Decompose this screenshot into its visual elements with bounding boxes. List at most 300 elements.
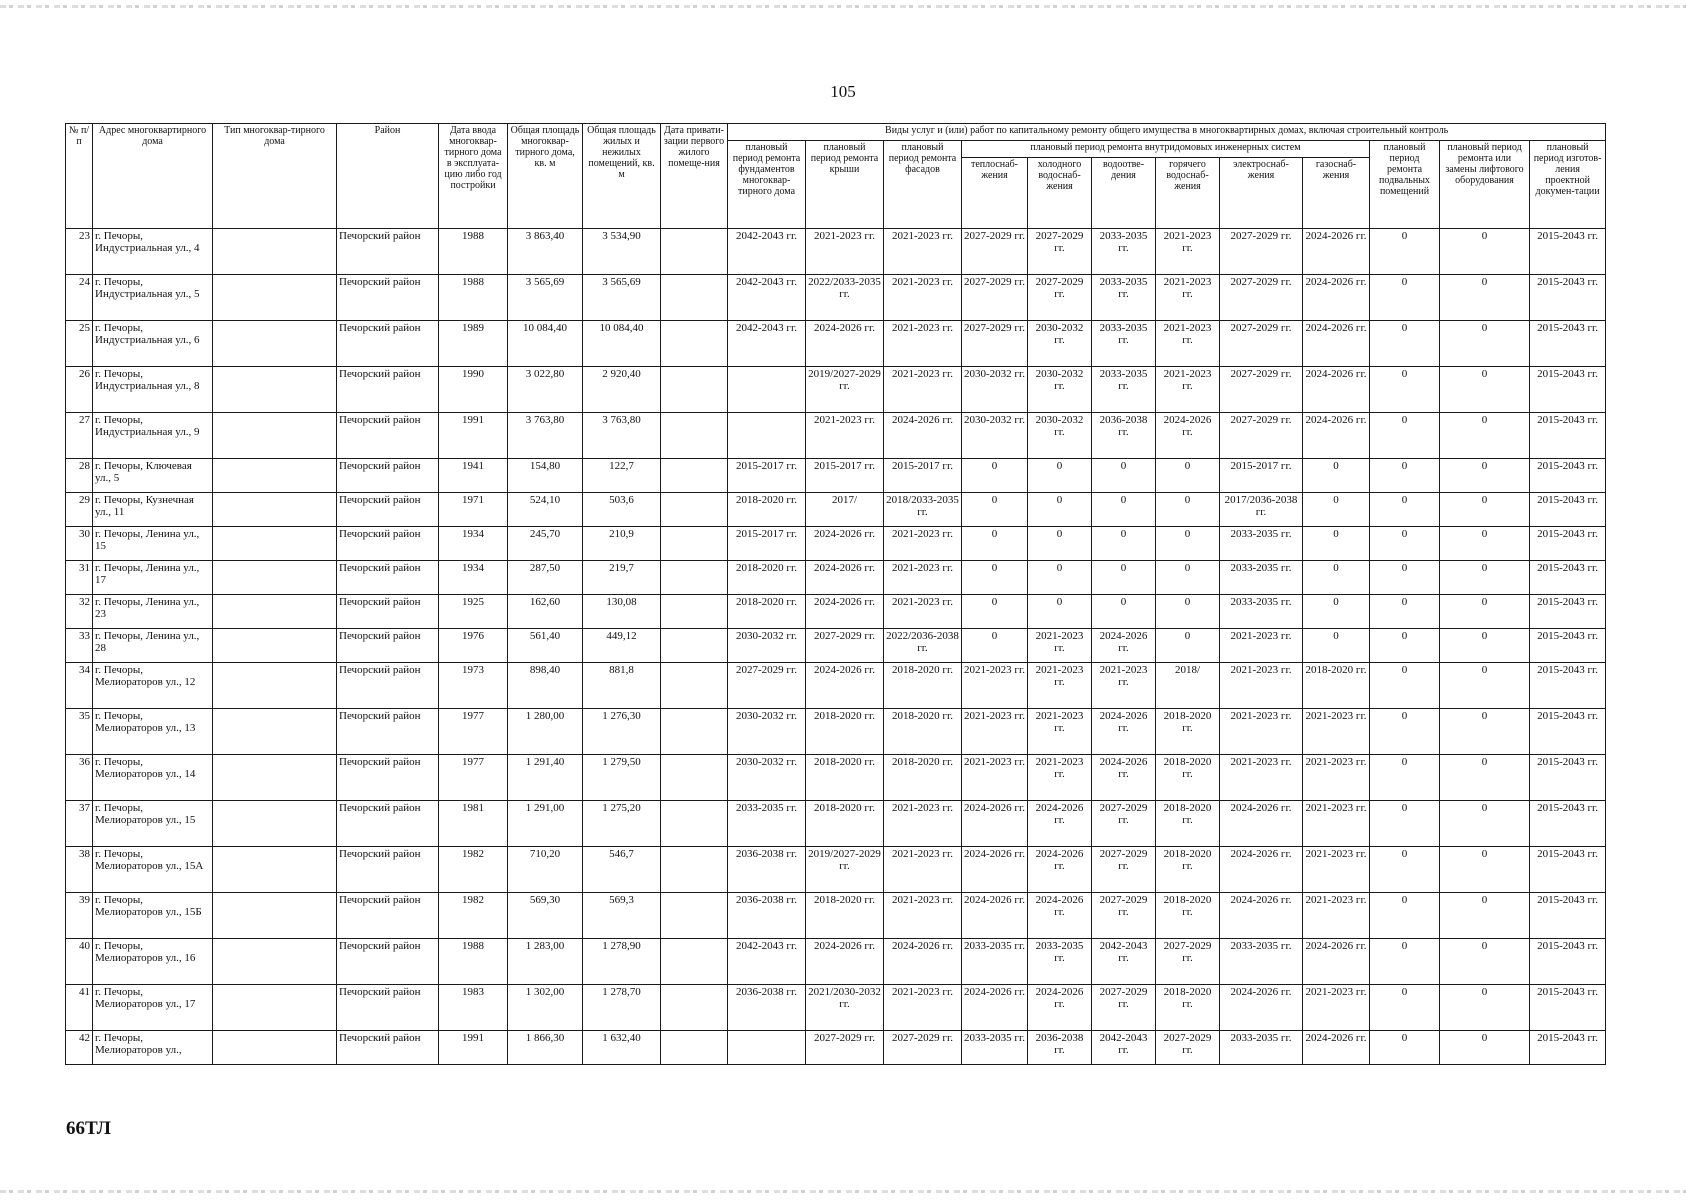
cell-living-area: 1 279,50 [583,755,661,801]
cell-hot-water: 2018-2020 гг. [1156,801,1220,847]
cell-facade: 2024-2026 гг. [884,939,962,985]
cell-commission-year: 1981 [439,801,508,847]
cell-elevator: 0 [1440,755,1530,801]
cell-basement: 0 [1370,229,1440,275]
cell-roof: 2024-2026 гг. [806,939,884,985]
cell-building-type [213,367,337,413]
cell-foundation: 2015-2017 гг. [728,527,806,561]
header-design-docs: плановый период изготов-ления проектной докумен-тации [1530,141,1606,229]
cell-building-type [213,755,337,801]
cell-elevator: 0 [1440,801,1530,847]
cell-cold-water: 2021-2023 гг. [1028,663,1092,709]
cell-address: г. Печоры, Мелиораторов ул., 17 [93,985,213,1031]
cell-heat-supply: 0 [962,561,1028,595]
cell-address: г. Печоры, Ленина ул., 28 [93,629,213,663]
cell-hot-water: 0 [1156,459,1220,493]
cell-cold-water: 2030-2032 гг. [1028,367,1092,413]
cell-total-area: 162,60 [508,595,583,629]
cell-hot-water: 2018-2020 гг. [1156,847,1220,893]
cell-design-docs: 2015-2043 гг. [1530,321,1606,367]
cell-living-area: 503,6 [583,493,661,527]
cell-design-docs: 2015-2043 гг. [1530,755,1606,801]
cell-heat-supply: 0 [962,595,1028,629]
cell-district: Печорский район [337,459,439,493]
cell-design-docs: 2015-2043 гг. [1530,1031,1606,1065]
cell-basement: 0 [1370,893,1440,939]
cell-commission-year: 1977 [439,709,508,755]
cell-roof: 2027-2029 гг. [806,629,884,663]
cell-address: г. Печоры, Мелиораторов ул., 12 [93,663,213,709]
cell-building-type [213,527,337,561]
cell-roof: 2017/ [806,493,884,527]
cell-design-docs: 2015-2043 гг. [1530,275,1606,321]
cell-building-type [213,1031,337,1065]
cell-facade: 2021-2023 гг. [884,229,962,275]
cell-hot-water: 2018-2020 гг. [1156,893,1220,939]
cell-drainage: 0 [1092,561,1156,595]
cell-building-type [213,275,337,321]
cell-address: г. Печоры, Индустриальная ул., 9 [93,413,213,459]
cell-elevator: 0 [1440,413,1530,459]
cell-privatization-date [661,321,728,367]
cell-gas-supply: 2021-2023 гг. [1303,755,1370,801]
cell-electric-supply: 2027-2029 гг. [1220,367,1303,413]
cell-privatization-date [661,459,728,493]
cell-address: г. Печоры, Ленина ул., 23 [93,595,213,629]
cell-number: 24 [66,275,93,321]
cell-privatization-date [661,413,728,459]
cell-design-docs: 2015-2043 гг. [1530,595,1606,629]
cell-privatization-date [661,275,728,321]
cell-foundation: 2030-2032 гг. [728,709,806,755]
cell-cold-water: 2030-2032 гг. [1028,413,1092,459]
cell-gas-supply: 2024-2026 гг. [1303,229,1370,275]
cell-hot-water: 0 [1156,527,1220,561]
cell-cold-water: 2027-2029 гг. [1028,275,1092,321]
cell-building-type [213,321,337,367]
cell-living-area: 1 276,30 [583,709,661,755]
cell-building-type [213,893,337,939]
cell-living-area: 130,08 [583,595,661,629]
cell-district: Печорский район [337,275,439,321]
cell-roof: 2019/2027-2029 гг. [806,367,884,413]
cell-roof: 2024-2026 гг. [806,527,884,561]
cell-elevator: 0 [1440,561,1530,595]
cell-building-type [213,985,337,1031]
cell-living-area: 2 920,40 [583,367,661,413]
cell-roof: 2024-2026 гг. [806,561,884,595]
cell-heat-supply: 2021-2023 гг. [962,755,1028,801]
cell-number: 40 [66,939,93,985]
cell-elevator: 0 [1440,663,1530,709]
cell-living-area: 1 278,70 [583,985,661,1031]
cell-basement: 0 [1370,321,1440,367]
cell-hot-water: 2018-2020 гг. [1156,985,1220,1031]
cell-design-docs: 2015-2043 гг. [1530,527,1606,561]
cell-electric-supply: 2033-2035 гг. [1220,939,1303,985]
cell-living-area: 1 275,20 [583,801,661,847]
cell-electric-supply: 2021-2023 гг. [1220,709,1303,755]
cell-heat-supply: 0 [962,493,1028,527]
cell-number: 39 [66,893,93,939]
cell-elevator: 0 [1440,629,1530,663]
cell-cold-water: 2021-2023 гг. [1028,755,1092,801]
cell-total-area: 245,70 [508,527,583,561]
cell-living-area: 219,7 [583,561,661,595]
cell-hot-water: 0 [1156,493,1220,527]
cell-total-area: 1 291,40 [508,755,583,801]
cell-facade: 2022/2036-2038 гг. [884,629,962,663]
cell-facade: 2021-2023 гг. [884,321,962,367]
cell-privatization-date [661,595,728,629]
cell-number: 33 [66,629,93,663]
cell-drainage: 2042-2043 гг. [1092,939,1156,985]
cell-basement: 0 [1370,1031,1440,1065]
cell-privatization-date [661,939,728,985]
cell-district: Печорский район [337,367,439,413]
cell-roof: 2022/2033-2035 гг. [806,275,884,321]
cell-commission-year: 1973 [439,663,508,709]
cell-foundation [728,1031,806,1065]
cell-foundation: 2018-2020 гг. [728,493,806,527]
cell-address: г. Печоры, Мелиораторов ул., [93,1031,213,1065]
cell-facade: 2021-2023 гг. [884,367,962,413]
cell-heat-supply: 2030-2032 гг. [962,367,1028,413]
cell-roof: 2024-2026 гг. [806,663,884,709]
cell-drainage: 2027-2029 гг. [1092,801,1156,847]
cell-hot-water: 2027-2029 гг. [1156,939,1220,985]
cell-commission-year: 1989 [439,321,508,367]
cell-gas-supply: 0 [1303,561,1370,595]
cell-number: 26 [66,367,93,413]
cell-privatization-date [661,629,728,663]
header-heat-supply: теплоснаб-жения [962,158,1028,229]
cell-total-area: 3 022,80 [508,367,583,413]
cell-gas-supply: 2024-2026 гг. [1303,1031,1370,1065]
scan-edge-bottom [0,1190,1686,1193]
cell-commission-year: 1941 [439,459,508,493]
cell-drainage: 2042-2043 гг. [1092,1031,1156,1065]
cell-electric-supply: 2033-2035 гг. [1220,527,1303,561]
cell-privatization-date [661,527,728,561]
cell-number: 35 [66,709,93,755]
cell-number: 41 [66,985,93,1031]
cell-foundation: 2036-2038 гг. [728,985,806,1031]
header-commission-year: Дата ввода многоквар-тирного дома в эксплуата-цию либо год постройки [439,124,508,229]
cell-building-type [213,801,337,847]
cell-drainage: 2033-2035 гг. [1092,229,1156,275]
cell-heat-supply: 2024-2026 гг. [962,801,1028,847]
cell-facade: 2021-2023 гг. [884,275,962,321]
cell-number: 27 [66,413,93,459]
cell-electric-supply: 2033-2035 гг. [1220,595,1303,629]
cell-commission-year: 1990 [439,367,508,413]
scan-edge-top [0,5,1686,8]
cell-elevator: 0 [1440,847,1530,893]
cell-heat-supply: 2024-2026 гг. [962,893,1028,939]
cell-privatization-date [661,663,728,709]
cell-living-area: 1 632,40 [583,1031,661,1065]
cell-heat-supply: 2024-2026 гг. [962,847,1028,893]
cell-building-type [213,595,337,629]
cell-address: г. Печоры, Мелиораторов ул., 15Б [93,893,213,939]
cell-total-area: 1 291,00 [508,801,583,847]
cell-building-type [213,493,337,527]
cell-cold-water: 2021-2023 гг. [1028,709,1092,755]
cell-heat-supply: 0 [962,459,1028,493]
cell-living-area: 546,7 [583,847,661,893]
cell-cold-water: 2024-2026 гг. [1028,847,1092,893]
cell-commission-year: 1982 [439,893,508,939]
cell-living-area: 122,7 [583,459,661,493]
table-row [66,847,1606,893]
cell-privatization-date [661,755,728,801]
cell-address: г. Печоры, Индустриальная ул., 5 [93,275,213,321]
cell-foundation: 2018-2020 гг. [728,595,806,629]
table-body [66,229,1606,1065]
cell-roof: 2024-2026 гг. [806,321,884,367]
header-drainage: водоотве-дения [1092,158,1156,229]
cell-district: Печорский район [337,801,439,847]
cell-basement: 0 [1370,595,1440,629]
cell-gas-supply: 2021-2023 гг. [1303,847,1370,893]
cell-facade: 2018-2020 гг. [884,663,962,709]
cell-design-docs: 2015-2043 гг. [1530,663,1606,709]
cell-privatization-date [661,229,728,275]
cell-drainage: 2033-2035 гг. [1092,321,1156,367]
cell-commission-year: 1971 [439,493,508,527]
cell-facade: 2021-2023 гг. [884,561,962,595]
cell-foundation [728,367,806,413]
cell-total-area: 524,10 [508,493,583,527]
cell-living-area: 449,12 [583,629,661,663]
cell-hot-water: 0 [1156,629,1220,663]
cell-total-area: 287,50 [508,561,583,595]
cell-electric-supply: 2024-2026 гг. [1220,847,1303,893]
cell-roof: 2018-2020 гг. [806,893,884,939]
cell-heat-supply: 2030-2032 гг. [962,413,1028,459]
cell-electric-supply: 2021-2023 гг. [1220,663,1303,709]
cell-electric-supply: 2024-2026 гг. [1220,985,1303,1031]
cell-facade: 2018-2020 гг. [884,755,962,801]
cell-address: г. Печоры, Ключевая ул., 5 [93,459,213,493]
cell-hot-water: 2024-2026 гг. [1156,413,1220,459]
cell-living-area: 1 278,90 [583,939,661,985]
cell-heat-supply: 0 [962,527,1028,561]
cell-commission-year: 1983 [439,985,508,1031]
cell-privatization-date [661,1031,728,1065]
cell-gas-supply: 2021-2023 гг. [1303,893,1370,939]
cell-commission-year: 1982 [439,847,508,893]
cell-facade: 2021-2023 гг. [884,893,962,939]
cell-number: 37 [66,801,93,847]
page-number: 105 [830,82,856,101]
cell-cold-water: 2024-2026 гг. [1028,985,1092,1031]
cell-heat-supply: 0 [962,629,1028,663]
cell-facade: 2021-2023 гг. [884,801,962,847]
cell-total-area: 3 763,80 [508,413,583,459]
cell-roof: 2027-2029 гг. [806,1031,884,1065]
cell-drainage: 2021-2023 гг. [1092,663,1156,709]
table-row [66,229,1606,275]
cell-total-area: 1 866,30 [508,1031,583,1065]
cell-total-area: 1 283,00 [508,939,583,985]
cell-design-docs: 2015-2043 гг. [1530,561,1606,595]
cell-foundation: 2033-2035 гг. [728,801,806,847]
cell-district: Печорский район [337,629,439,663]
cell-hot-water: 2018-2020 гг. [1156,709,1220,755]
header-hot-water: горячего водоснаб-жения [1156,158,1220,229]
cell-roof: 2018-2020 гг. [806,709,884,755]
cell-address: г. Печоры, Ленина ул., 17 [93,561,213,595]
cell-district: Печорский район [337,893,439,939]
cell-basement: 0 [1370,413,1440,459]
header-basement: плановый период ремонта подвальных помещений [1370,141,1440,229]
header-services-group: Виды услуг и (или) работ по капитальному ремонту общего имущества в многоквартирных домах, включая строительный контроль [728,124,1606,141]
cell-total-area: 3 565,69 [508,275,583,321]
cell-design-docs: 2015-2043 гг. [1530,629,1606,663]
cell-electric-supply: 2027-2029 гг. [1220,275,1303,321]
cell-elevator: 0 [1440,939,1530,985]
cell-privatization-date [661,893,728,939]
header-foundation: плановый период ремонта фундаментов многоквар-тирного дома [728,141,806,229]
cell-commission-year: 1991 [439,413,508,459]
cell-design-docs: 2015-2043 гг. [1530,847,1606,893]
cell-electric-supply: 2027-2029 гг. [1220,321,1303,367]
cell-address: г. Печоры, Мелиораторов ул., 15 [93,801,213,847]
cell-facade: 2021-2023 гг. [884,527,962,561]
cell-design-docs: 2015-2043 гг. [1530,985,1606,1031]
cell-drainage: 2027-2029 гг. [1092,893,1156,939]
cell-gas-supply: 0 [1303,629,1370,663]
cell-basement: 0 [1370,275,1440,321]
cell-total-area: 10 084,40 [508,321,583,367]
cell-electric-supply: 2024-2026 гг. [1220,801,1303,847]
cell-drainage: 0 [1092,595,1156,629]
cell-district: Печорский район [337,709,439,755]
cell-district: Печорский район [337,985,439,1031]
cell-hot-water: 2021-2023 гг. [1156,229,1220,275]
table-row [66,1031,1606,1065]
table-row [66,321,1606,367]
cell-building-type [213,939,337,985]
header-roof: плановый период ремонта крыши [806,141,884,229]
cell-district: Печорский район [337,413,439,459]
cell-design-docs: 2015-2043 гг. [1530,229,1606,275]
cell-drainage: 2027-2029 гг. [1092,985,1156,1031]
cell-living-area: 569,3 [583,893,661,939]
cell-electric-supply: 2021-2023 гг. [1220,629,1303,663]
table-row [66,801,1606,847]
cell-elevator: 0 [1440,527,1530,561]
cell-district: Печорский район [337,939,439,985]
cell-facade: 2021-2023 гг. [884,847,962,893]
cell-drainage: 2027-2029 гг. [1092,847,1156,893]
cell-gas-supply: 2021-2023 гг. [1303,709,1370,755]
cell-hot-water: 2018/ [1156,663,1220,709]
header-facade: плановый период ремонта фасадов [884,141,962,229]
cell-basement: 0 [1370,459,1440,493]
cell-district: Печорский район [337,229,439,275]
cell-total-area: 1 280,00 [508,709,583,755]
table-row [66,527,1606,561]
cell-roof: 2021-2023 гг. [806,229,884,275]
cell-heat-supply: 2033-2035 гг. [962,939,1028,985]
cell-drainage: 0 [1092,527,1156,561]
cell-gas-supply: 2018-2020 гг. [1303,663,1370,709]
cell-total-area: 154,80 [508,459,583,493]
cell-gas-supply: 0 [1303,493,1370,527]
table-row [66,893,1606,939]
footer-document-code: 66ТЛ [66,1118,111,1139]
cell-living-area: 3 565,69 [583,275,661,321]
cell-design-docs: 2015-2043 гг. [1530,413,1606,459]
cell-basement: 0 [1370,939,1440,985]
cell-cold-water: 0 [1028,527,1092,561]
table-row [66,939,1606,985]
cell-district: Печорский район [337,493,439,527]
cell-privatization-date [661,367,728,413]
cell-elevator: 0 [1440,367,1530,413]
cell-commission-year: 1976 [439,629,508,663]
cell-district: Печорский район [337,755,439,801]
cell-elevator: 0 [1440,275,1530,321]
cell-hot-water: 0 [1156,595,1220,629]
cell-elevator: 0 [1440,893,1530,939]
cell-gas-supply: 2024-2026 гг. [1303,413,1370,459]
cell-district: Печорский район [337,847,439,893]
cell-elevator: 0 [1440,595,1530,629]
header-privatization-date: Дата привати-зации первого жилого помеще-ния [661,124,728,229]
cell-district: Печорский район [337,663,439,709]
table-row [66,595,1606,629]
cell-gas-supply: 2021-2023 гг. [1303,801,1370,847]
cell-foundation: 2027-2029 гг. [728,663,806,709]
header-number: № п/п [66,124,93,229]
cell-cold-water: 2027-2029 гг. [1028,229,1092,275]
cell-foundation [728,413,806,459]
cell-elevator: 0 [1440,459,1530,493]
cell-privatization-date [661,847,728,893]
cell-roof: 2015-2017 гг. [806,459,884,493]
cell-total-area: 561,40 [508,629,583,663]
cell-number: 25 [66,321,93,367]
cell-electric-supply: 2027-2029 гг. [1220,413,1303,459]
cell-drainage: 0 [1092,493,1156,527]
cell-facade: 2021-2023 гг. [884,595,962,629]
header-electric-supply: электроснаб-жения [1220,158,1303,229]
cell-elevator: 0 [1440,493,1530,527]
cell-electric-supply: 2033-2035 гг. [1220,1031,1303,1065]
header-total-area: Общая площадь многоквар-тирного дома, кв. м [508,124,583,229]
cell-address: г. Печоры, Мелиораторов ул., 16 [93,939,213,985]
cell-number: 29 [66,493,93,527]
cell-drainage: 2024-2026 гг. [1092,629,1156,663]
cell-facade: 2024-2026 гг. [884,413,962,459]
cell-cold-water: 2030-2032 гг. [1028,321,1092,367]
cell-living-area: 210,9 [583,527,661,561]
cell-basement: 0 [1370,709,1440,755]
cell-design-docs: 2015-2043 гг. [1530,893,1606,939]
cell-cold-water: 0 [1028,561,1092,595]
cell-facade: 2018/2033-2035 гг. [884,493,962,527]
cell-district: Печорский район [337,595,439,629]
cell-foundation: 2042-2043 гг. [728,229,806,275]
cell-district: Печорский район [337,561,439,595]
cell-foundation: 2042-2043 гг. [728,321,806,367]
cell-privatization-date [661,709,728,755]
cell-commission-year: 1988 [439,939,508,985]
